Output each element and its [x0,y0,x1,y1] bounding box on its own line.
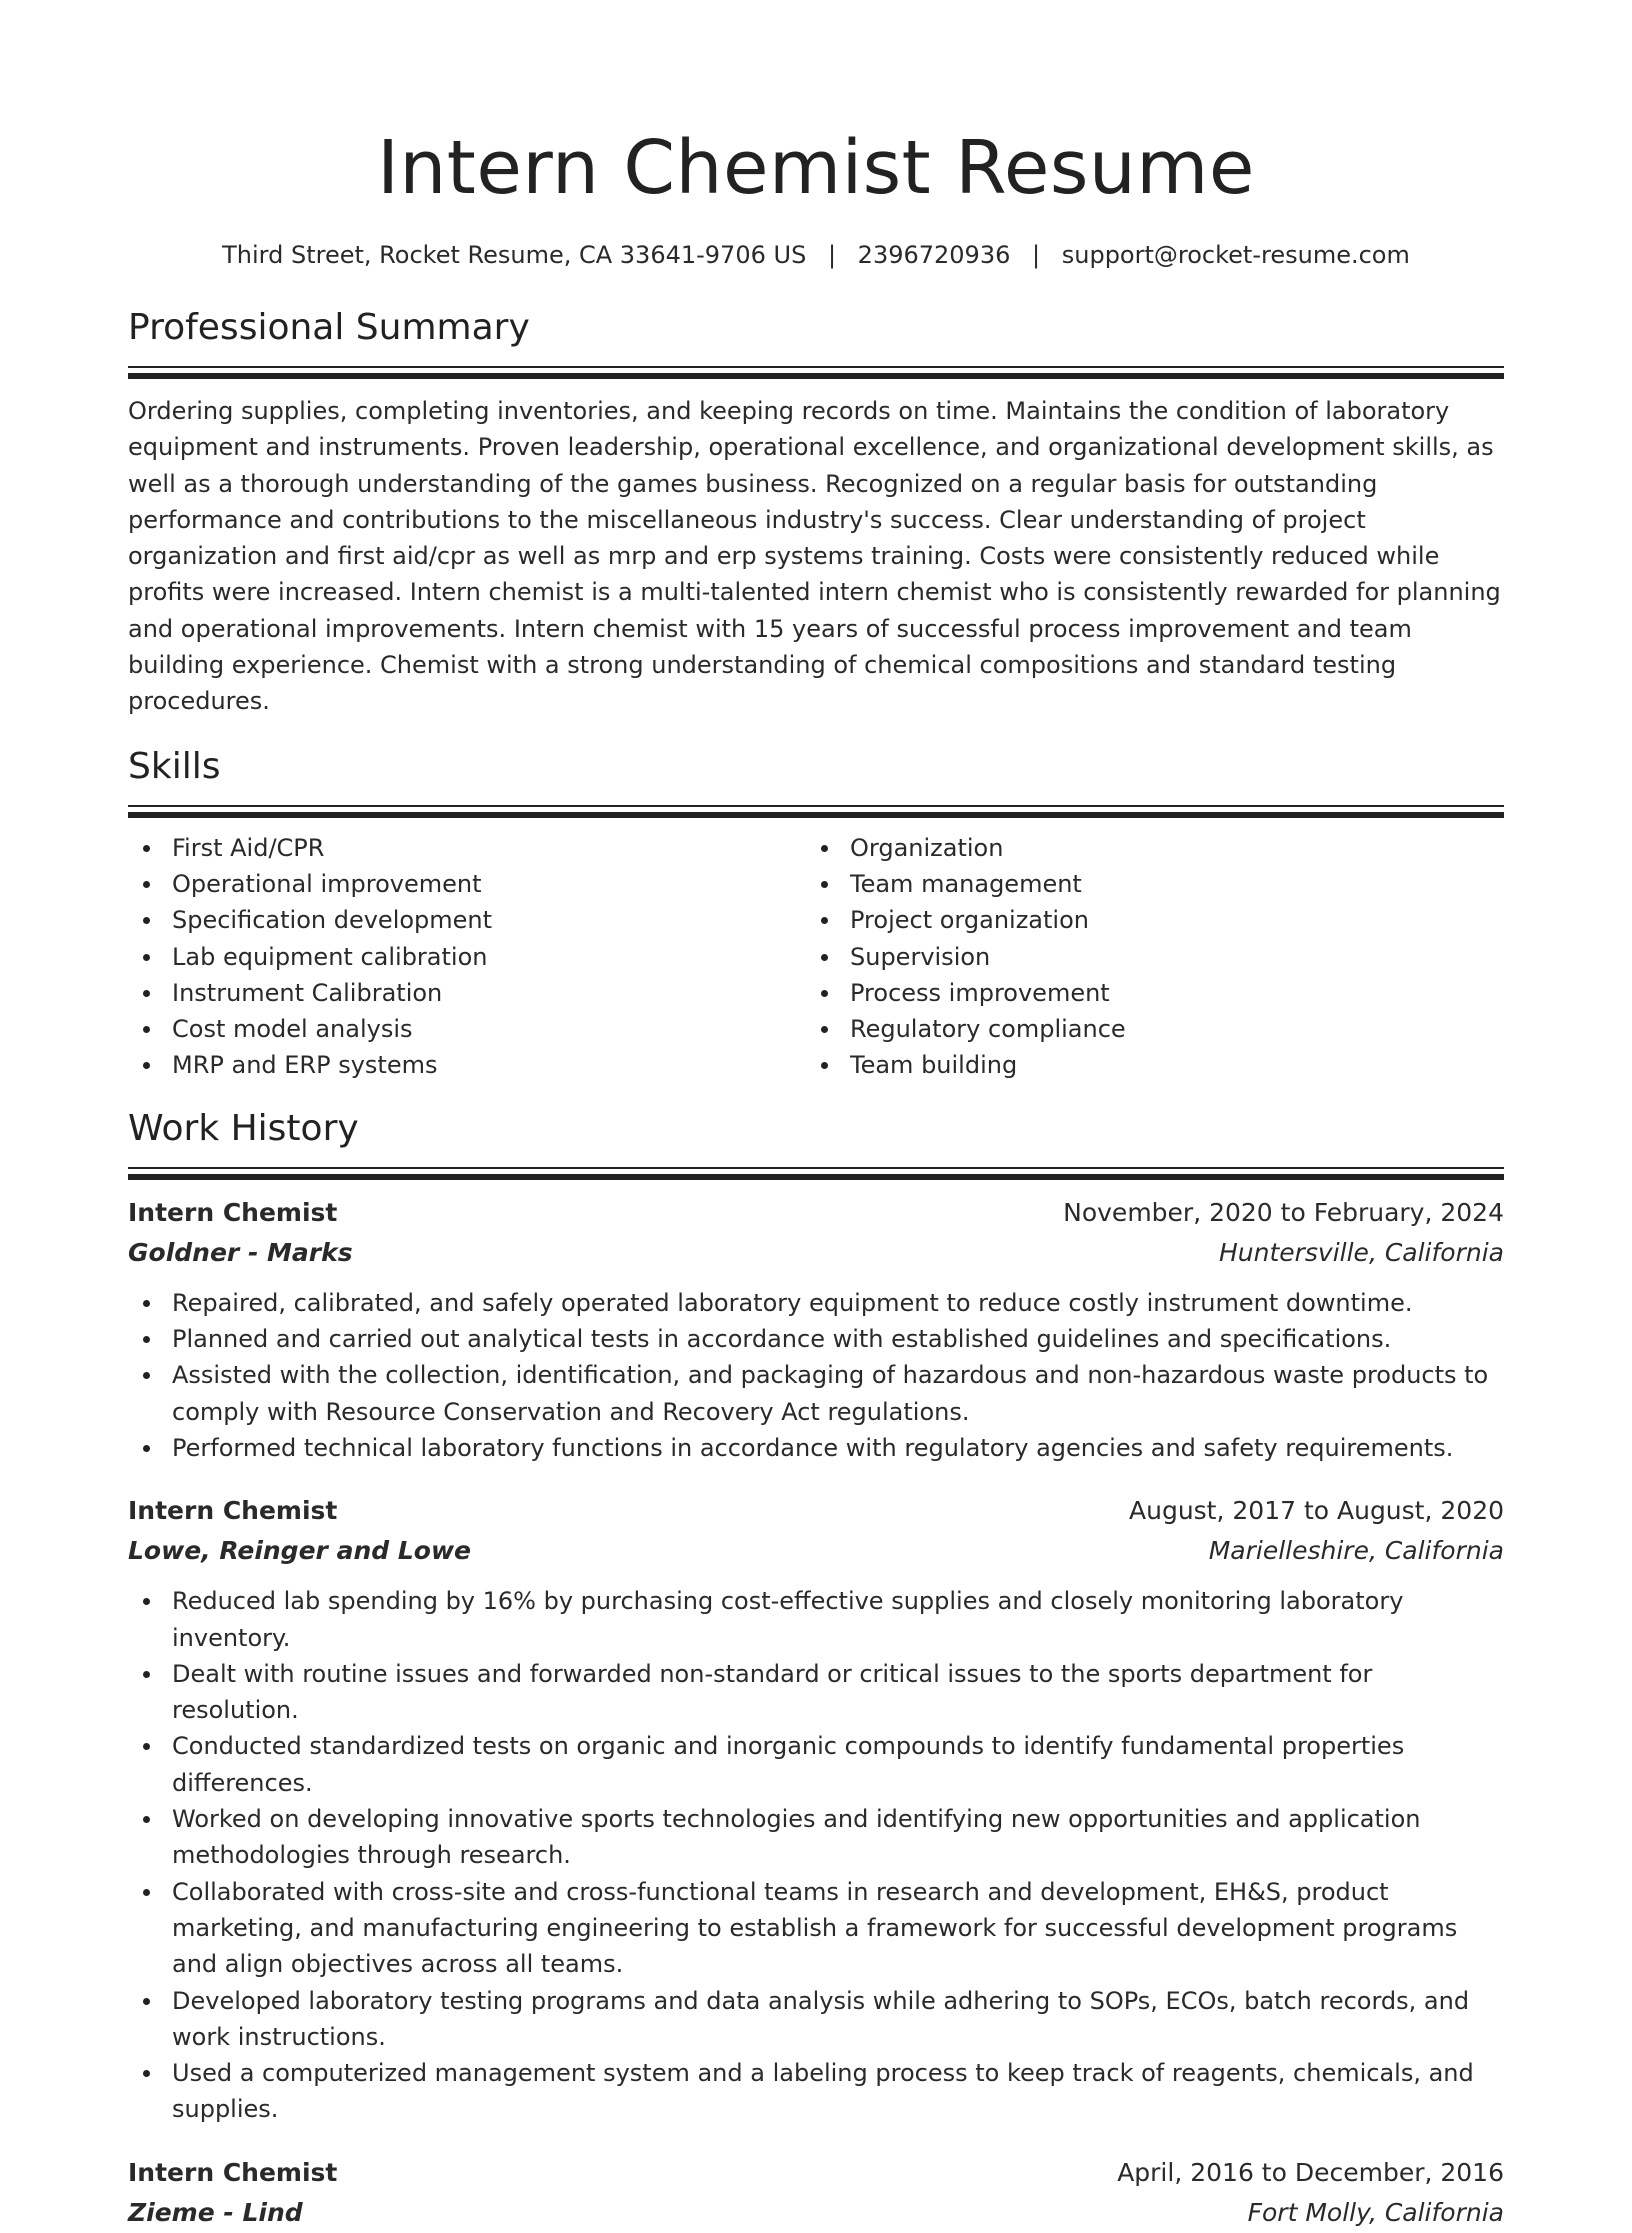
skills-list-left [128,830,806,1084]
skill-item: Team building [850,1047,1484,1083]
skill-item: Lab equipment calibration [172,939,806,975]
summary-section [128,304,1504,720]
contact-separator: | [1032,241,1041,269]
job-bullet: Repaired, calibrated, and safely operated laboratory equipment to reduce costly instrument downtime. [172,1285,1504,1321]
job-location: Marielleshire, California [1208,1536,1504,1566]
job-bullet: Worked on developing innovative sports technologies and identifying new opportunities and application methodologies through research. [172,1801,1504,1874]
skill-item: First Aid/CPR [172,830,806,866]
job-dates: August, 2017 to August, 2020 [1129,1496,1504,1526]
summary-text: Ordering supplies, completing inventories, and keeping records on time. Maintains the condition of laboratory equipment and instruments. Proven leadership, operational excellence, and organizational development skills, as well as a thorough understanding of the games business. Recognized on a regular basis for outstanding performance and contributions to the miscellaneous industry's success. Clear understanding of project organization and first aid/cpr as well as mrp and erp systems training. Costs were consistently reduced while profits were increased. Intern chemist is a multi-talented intern chemist who is consistently rewarded for planning and operational improvements. Intern chemist with 15 years of successful process improvement and team building experience. Chemist with a strong understanding of chemical compositions and standard testing procedures. [128,397,1501,716]
section-divider [128,366,1504,379]
skills-columns [128,830,1504,1084]
job-subheader [128,1531,1504,1571]
job-bullet: Dealt with routine issues and forwarded non-standard or critical issues to the sports department for resolution. [172,1656,1504,1729]
job-title: Intern Chemist [128,1197,338,1227]
job-location: Huntersville, California [1218,1237,1504,1267]
skill-item: Process improvement [850,975,1484,1011]
section-divider [128,1167,1504,1180]
job-bullet: Planned and carried out analytical tests in accordance with established guidelines and specifications. [172,1321,1504,1357]
skills-heading: Skills [128,745,221,787]
skill-item: MRP and ERP systems [172,1047,806,1083]
contact-separator: | [827,241,837,269]
job-entry [128,1491,1504,2127]
skill-item: Project organization [850,902,1484,938]
job-entry [128,2153,1504,2233]
contact-address: Third Street, Rocket Resume, CA 33641-9706 US [222,241,807,269]
skill-item: Specification development [172,902,806,938]
skill-item: Organization [850,830,1484,866]
job-bullet: Conducted standardized tests on organic and inorganic compounds to identify fundamental properties differences. [172,1728,1504,1801]
skills-list-right [806,830,1484,1084]
job-bullet: Used a computerized management system and a labeling process to keep track of reagents, chemicals, and supplies. [172,2055,1504,2128]
skill-item: Regulatory compliance [850,1011,1484,1047]
skill-item: Supervision [850,939,1484,975]
job-bullet: Developed laboratory testing programs and data analysis while adhering to SOPs, ECOs, batch records, and work instructions. [172,1983,1504,2056]
skills-section [128,743,1504,1084]
job-location: Fort Molly, California [1247,2197,1504,2227]
job-header [128,1193,1504,1233]
job-company: Goldner - Marks [128,1237,353,1267]
job-bullet: Reduced lab spending by 16% by purchasing cost-effective supplies and closely monitoring laboratory inventory. [172,1583,1504,1656]
job-bullet: Performed technical laboratory functions in accordance with regulatory agencies and safety requirements. [172,1430,1504,1466]
job-company: Zieme - Lind [128,2197,303,2227]
work-history-section [128,1105,1504,2233]
job-subheader [128,1233,1504,1273]
job-title: Intern Chemist [128,2157,338,2187]
skill-item: Cost model analysis [172,1011,806,1047]
resume-title: Intern Chemist Resume [377,125,1255,211]
job-header [128,1491,1504,1531]
job-dates: April, 2016 to December, 2016 [1117,2157,1504,2187]
job-title: Intern Chemist [128,1496,338,1526]
job-entry [128,1193,1504,1466]
job-bullet: Assisted with the collection, identification, and packaging of hazardous and non-hazardous waste products to comply with Resource Conservation and Recovery Act regulations. [172,1357,1504,1430]
section-divider [128,805,1504,818]
job-bullets [128,1285,1504,1466]
contact-phone: 2396720936 [857,241,1011,269]
skill-item: Instrument Calibration [172,975,806,1011]
job-bullet: Collaborated with cross-site and cross-functional teams in research and development, EH&S, product marketing, and manufacturing engineering to establish a framework for successful development programs and align objectives across all teams. [172,1874,1504,1983]
job-dates: November, 2020 to February, 2024 [1063,1197,1504,1227]
contact-line [128,238,1504,272]
job-company: Lowe, Reinger and Lowe [128,1536,471,1566]
resume-page [128,0,1504,2233]
job-subheader [128,2193,1504,2233]
skill-item: Operational improvement [172,866,806,902]
job-header [128,2153,1504,2193]
job-bullets [128,1583,1504,2127]
summary-heading: Professional Summary [128,307,530,348]
contact-email: support@rocket-resume.com [1061,241,1410,269]
work-history-heading: Work History [128,1107,359,1149]
skill-item: Team management [850,866,1484,902]
